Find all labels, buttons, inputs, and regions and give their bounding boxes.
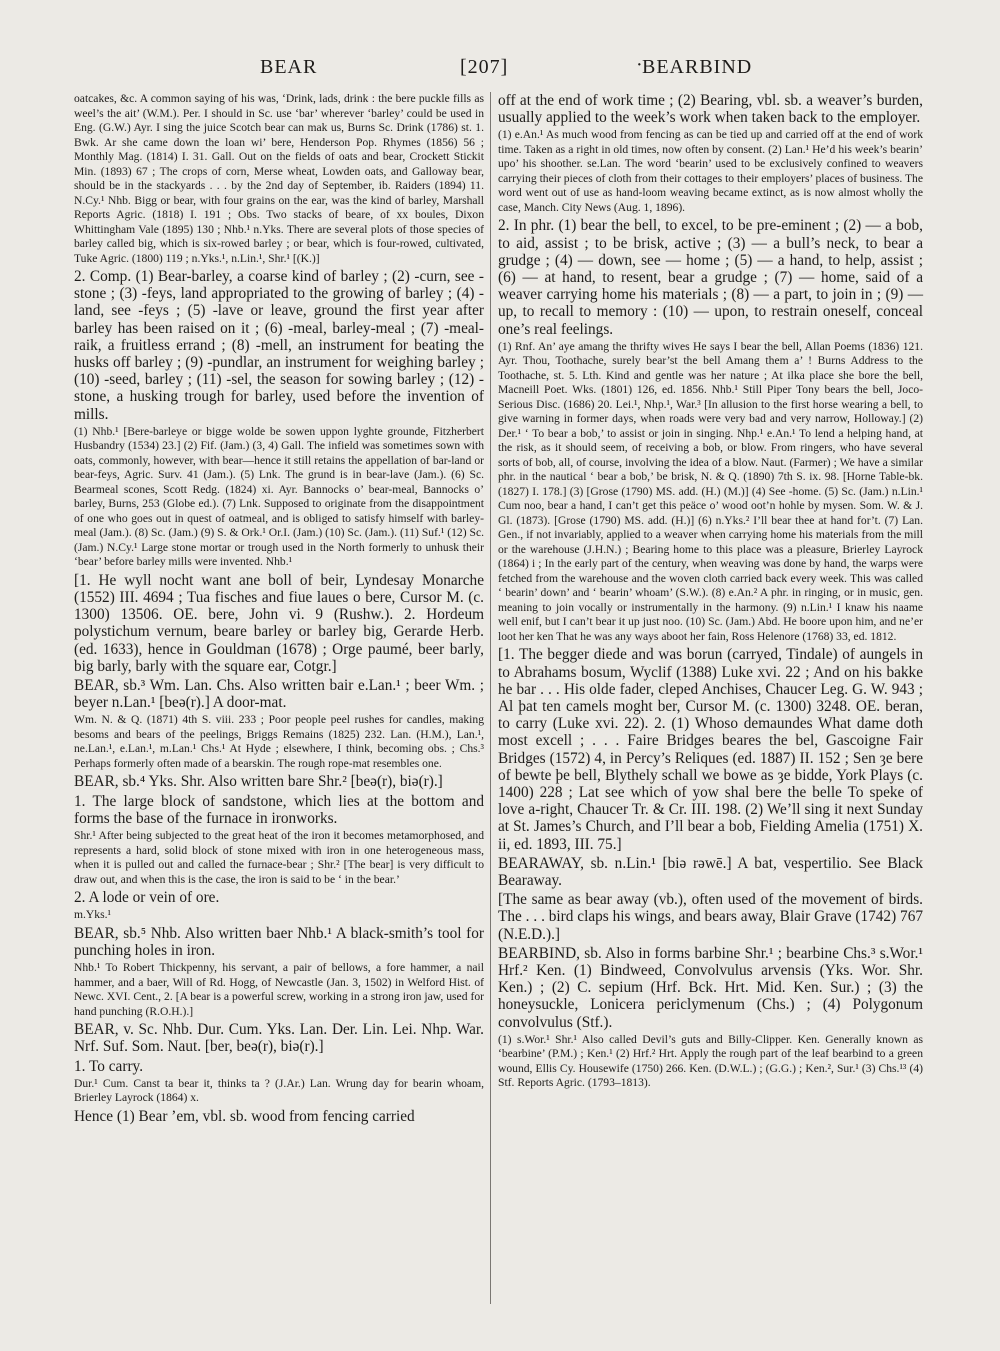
- citation-paragraph: Wm. N. & Q. (1871) 4th S. viii. 233 ; Poor people peel rushes for candles, making besoms and bears of the peelings, Briggs Remains (1825) 232. Lan. (H.M.), Lan.¹, ne.Lan.¹, e.Lan.¹, m.Lan.¹ Chs.¹ At Hyde ; elsewhere, I think, becoming obs. ; Chs.³ Perhaps formerly often made of a bearskin. The rough rope-mat resembles one.: [74, 713, 484, 770]
- entry-paragraph: 2. In phr. (1) bear the bell, to excel, to be pre-eminent ; (2) — a bob, to aid, assist ; to be brisk, active ; (3) — a bull’s neck, to bear a grudge ; (4) — down, see — home ; (5) — a hand, to help, assist ; (6) — at hand, to resent, bear a grudge ; (7) — home, said of a weaver carrying home his materials ; (8) — a part, to join in ; (9) — up, to recall to memory : (10) — upon, to restrain oneself, conceal one’s real feelings.: [498, 217, 923, 338]
- entry-paragraph: 1. The large block of sandstone, which lies at the bottom and forms the base of the furnace in ironworks.: [74, 792, 484, 827]
- entry-paragraph: Hence (1) Bear ’em, vbl. sb. wood from fencing carried: [74, 1107, 415, 1125]
- entry-paragraph: BEARAWAY, sb. n.Lin.¹ [biə rəwē.] A bat, vespertilio. See Black Bearaway.: [498, 854, 923, 889]
- entry-paragraph: BEAR, v. Sc. Nhb. Dur. Cum. Yks. Lan. Der. Lin. Lei. Nhp. War. Nrf. Suf. Som. Naut. [ber, beə(r), biə(r).]: [74, 1021, 484, 1056]
- entry-paragraph: BEAR, sb.⁴ Yks. Shr. Also written bare Shr.² [beə(r), biə(r).]: [74, 773, 443, 791]
- column-divider: [490, 92, 491, 1304]
- page-number: [207]: [460, 56, 509, 78]
- citation-paragraph: Dur.¹ Cum. Canst ta bear it, thinks ta ? (J.Ar.) Lan. Wrung day for bearin whoam, Brierley Layrock (1864) x.: [74, 1076, 484, 1105]
- citation-paragraph: m.Yks.¹: [74, 908, 111, 922]
- entry-paragraph: [The same as bear away (vb.), often used of the movement of birds. The . . . bird claps his wings, and bears away, Blair Grave (1742) 767 (N.E.D.).]: [498, 891, 923, 943]
- citation-paragraph: (1) s.Wor.¹ Shr.¹ Also called Devil’s guts and Billy-Clipper. Ken. Generally known as ‘bearbine’ (P.M.) ; Ken.¹ (2) Hrf.² Hrt. Apply the rough part of the leaf bearbind to a green wound, Ellis Cy. Housewife (1750) 266. Ken. (D.W.L.) ; (G.G.) ; Ken.², Sur.¹ (3) Chs.¹³ (4) Stf. Reports Agric. (1793–1813).: [498, 1032, 923, 1090]
- running-header: [70, 56, 920, 84]
- header-dot: ·: [636, 54, 644, 76]
- citation-paragraph: Nhb.¹ To Robert Thickpenny, his servant, a pair of bellows, a fore hammer, a nail hammer, and a baer, Will of Rd. Hogg, of Newcastle (Jan. 3, 1502) in Welford Hist. of Newc. XVI. Cent., 2. [A bear is a powerful screw, working in a strong iron jaw, used for hand punching (R.O.H.).]: [74, 961, 484, 1018]
- right-column: [498, 92, 923, 1091]
- header-left-word: BEAR: [260, 56, 318, 78]
- citation-paragraph: Shr.¹ After being subjected to the great heat of the iron it becomes metamorphosed, and represents a hard, solid block of stone mixed with iron in one heterogeneous mass, when it is pulled out and called the furnace-bear ; Shr.² [The bear] is very difficult to draw out, and when this is the case, the iron is said to be ‘ in the bear.’: [74, 829, 484, 886]
- entry-paragraph: 2. A lode or vein of ore.: [74, 889, 220, 907]
- entry-paragraph: BEAR, sb.³ Wm. Lan. Chs. Also written bair e.Lan.¹ ; beer Wm. ; beyer n.Lan.¹ [beə(r).] A door-mat.: [74, 677, 484, 712]
- citation-paragraph: (1) Rnf. An’ aye amang the thrifty wives He says I bear the bell, Allan Poems (1836) 121. Ayr. Thou, Toothache, surely bear’st the bell Amang them a’ ! Burns Address to the Toothache, st. 5. Lth. Kind and gentle was her nature ; At ilka place she bore the bell, Macneill Poet. Wks. (1801) 126, ed. 1856. Nhb.¹ Still Piper Tony bears the bell, Joco-Serious Disc. (1686) 20. Lei.¹, Nhp.¹, War.³ [In allusion to the first horse wearing a bell, to give warning in former days, when roads were very bad and very narrow, Holloway.] (2) Der.¹ ‘ To bear a bob,’ to assist or join in singing. Nhp.¹ e.An.¹ To lend a helping hand, at the risk, as it should seem, of receiving a bob, or blow. From ringers, who have several sorts of bob, all, of course, involving the idea of a blow. Naut. (Farmer) ; We have a similar phr. in the nautical ‘ bear a bob,’ be brisk, N. & Q. (1890) 7th S. ix. 98. [Horne Table-bk. (1827) I. 178.] (3) [Grose (1790) MS. add. (H.) (M.)] (4) See -home. (5) Sc. (Jam.) n.Lin.¹ Cum noo, bear a hand, I can’t get this peäce o’ wood oot’n hohle by mysen. Som. W. & J. Gl. (1873). [Grose (1790) MS. add. (H.)] (6) n.Yks.² I’ll bear thee at hand for’t. (7) Lan. Gen., if not invariably, applied to a weaver when carrying home his materials from the mill or the warehouse (J.H.N.) ; Bearing home to this place was a pleasure, Brierley Layrock (1864) i ; In the early part of the century, when weaving was done by hand, the warps were fetched from the warehouse and the woven cloth carried back every week. This was called ‘ bearin’ down’ and ‘ bearin’ whoam’ (S.W.). (8) e.An.² A phr. in ringing, or in music, gen. meaning to join vocally or instrumentally in the harmony. (9) n.Lin.¹ I knaw his naame well enif, but I can’t bear it up just noo. (10) Sc. (Jam.) Abd. He boore upon him, and ne’er loot her ken That he was any ways aboot her fain, Ross Helenore (1768) 33, ed. 1812.: [498, 339, 923, 643]
- left-column: [74, 92, 484, 1125]
- entry-paragraph: 1. To carry.: [74, 1057, 144, 1075]
- citation-paragraph: (1) e.An.¹ As much wood from fencing as can be tied up and carried off at the end of work time. Taken as a right in old times, now often by consent. (2) Lan.¹ He’d his week’s bearin’ upo’ his shoother. se.Lan. The word ‘bearin’ used to be exclusively confined to weavers carrying their pieces of cloth from their cottages to their employers’ places of business. The word went out of use as hand-loom weaving became extinct, as is now almost wholly the case, Manch. City News (Aug. 1, 1896).: [498, 128, 923, 214]
- citation-paragraph: (1) Nhb.¹ [Bere-barleye or bigge wolde be sowen uppon lyghte grounde, Fitzherbert Husbandry (1534) 23.] (2) Fif. (Jam.) (3, 4) Gall. The infield was sometimes sown with oats, commonly, however, with bear—hence it still retains the appellation of bar-land or bear-feys, Agric. Surv. 41 (Jam.). (5) Lnk. The grund is in bear-lave (Jam.). (6) Sc. Bearmeal scones, Scott Redg. (1824) xi. Ayr. Bannocks o’ bear-meal, Bannocks o’ barley, Burns, 253 (Globe ed.). (7) Lnk. Supposed to originate from the disappointment of one who goes out in quest of oatmeal, and is obliged to satisfy himself with barley-meal (Jam.). (8) Sc. (Jam.) (9) S. & Ork.¹ Or.I. (Jam.) (10) Sc. (Jam.). (11) Suf.¹ (12) Sc. (Jam.) N.Cy.¹ Large stone mortar or trough used in the North formerly to unhusk their ‘bear’ before barley mills were invented. Nhb.¹: [74, 424, 484, 569]
- entry-paragraph: BEAR, sb.⁵ Nhb. Also written baer Nhb.¹ A black-smith’s tool for punching holes in iron.: [74, 924, 484, 959]
- entry-paragraph: [1. He wyll nocht want ane boll of beir, Lyndesay Monarche (1552) III. 4694 ; Tua fisches and fiue laues o bere, Cursor M. (c. 1300) 13506. OE. bere, John vi. 9 (Rushw.). 2. Hordeum polystichum vernum, beare barley or barley big, Gerarde Herb. (ed. 1633), hence in Gouldman (1678) ; Orge paumé, beer barly, big barly, barly with the square ear, Cotgr.]: [74, 571, 484, 675]
- citation-paragraph: oatcakes, &c. A common saying of his was, ‘Drink, lads, drink : the bere puckle fills as weel’s the ait’ (W.M.). Per. I should in Sc. use ‘bar’ wherever ‘barley’ could be used in Eng. (G.W.) Ayr. I sing the juice Scotch bear can mak us, Burns Sc. Drink (1786) st. 1. Bwk. Ar she came down the loan wi’ bere, Henderson Pop. Rhymes (1856) 56 ; Monthly Mag. (1814) I. 31. Gall. Out on the fields of oats and bear, Crockett Stickit Min. (1893) 67 ; The crops of corn, Merse wheat, Lowden oats, and Galloway bear, should be in the stackyards . . . by the 2nd day of September, ib. Raiders (1894) 11. N.Cy.¹ Nhb. Bigg or bear, with four grains on the ear, was the kind of barley, Marshall Reports Agric. (1818) I. 191 ; Obs. Two stacks of beare, of xx boules, Dixon Whittingham Vale (1895) 130 ; Nhb.¹ n.Yks. There are several plots of those species of barley called big, which is six-rowed barley ; or bear, which is four-rowed, cultivated, Tuke Agric. (1800) 119 ; n.Yks.¹, n.Lin.¹, Shr.¹ [(K.)]: [74, 92, 484, 265]
- entry-paragraph: BEARBIND, sb. Also in forms barbine Shr.¹ ; bearbine Chs.³ s.Wor.¹ Hrf.² Ken. (1) Bindweed, Convolvulus arvensis (Yks. Wor. Shr. Ken.) ; (2) C. sepium (Hrf. Bck. Hrt. Mid. Ken. Sur.) ; (3) the honeysuckle, Lonicera periclymenum (Chs.) ; (4) Polygonum convolvulus (Stf.).: [498, 944, 923, 1031]
- header-right-word: BEARBIND: [642, 56, 753, 78]
- entry-paragraph: 2. Comp. (1) Bear-barley, a coarse kind of barley ; (2) -curn, see -stone ; (3) -feys, land appropriated to the growing of barley ; (4) -land, see -feys ; (5) -lave or leave, ground the first year after barley has been raised on it ; (6) -meal, barley-meal ; (7) -meal-raik, a fruitless errand ; (8) -mell, an instrument for beating the husks off barley ; (9) -pundlar, an instrument for weighing barley ; (10) -seed, barley ; (11) -sel, the season for sowing barley ; (12) -stone, a husking trough for barley, used before the invention of mills.: [74, 268, 484, 423]
- entry-paragraph: [1. The begger diede and was borun (carryed, Tindale) of aungels in to Abrahams bosum, Wyclif (1388) Luke xvi. 22 ; And on his bakke he bar . . . His olde fader, cleped Anchises, Chaucer Leg. G. W. 943 ; Al þat ten camels moght ber, Cursor M. (c. 1300) 3248. OE. beran, to carry (Luke xvi. 22). 2. (1) Whoso demaundes What dame doth most excell ; . . . Faire Bridges beares the bel, Gascoigne Fair Bridges (1572) 4, in Percy’s Reliques (ed. 1887) II. 152 ; Sen ȝe bere of bewte þe bell, Blythely schall we bowe as ȝe bidde, York Plays (c. 1400) 228 ; Lat see which of yow shal bere the belle To speke of love a-right, Chaucer Tr. & Cr. III. 198. (2) We’ll sing it next Sunday at St. James’s Church, and I’ll bear a bob, Fielding Amelia (1751) X. ii, ed. 1893, III. 75.]: [498, 646, 923, 853]
- entry-paragraph: off at the end of work time ; (2) Bearing, vbl. sb. a weaver’s burden, usually applied to the week’s work when taken back to the employer.: [498, 92, 923, 127]
